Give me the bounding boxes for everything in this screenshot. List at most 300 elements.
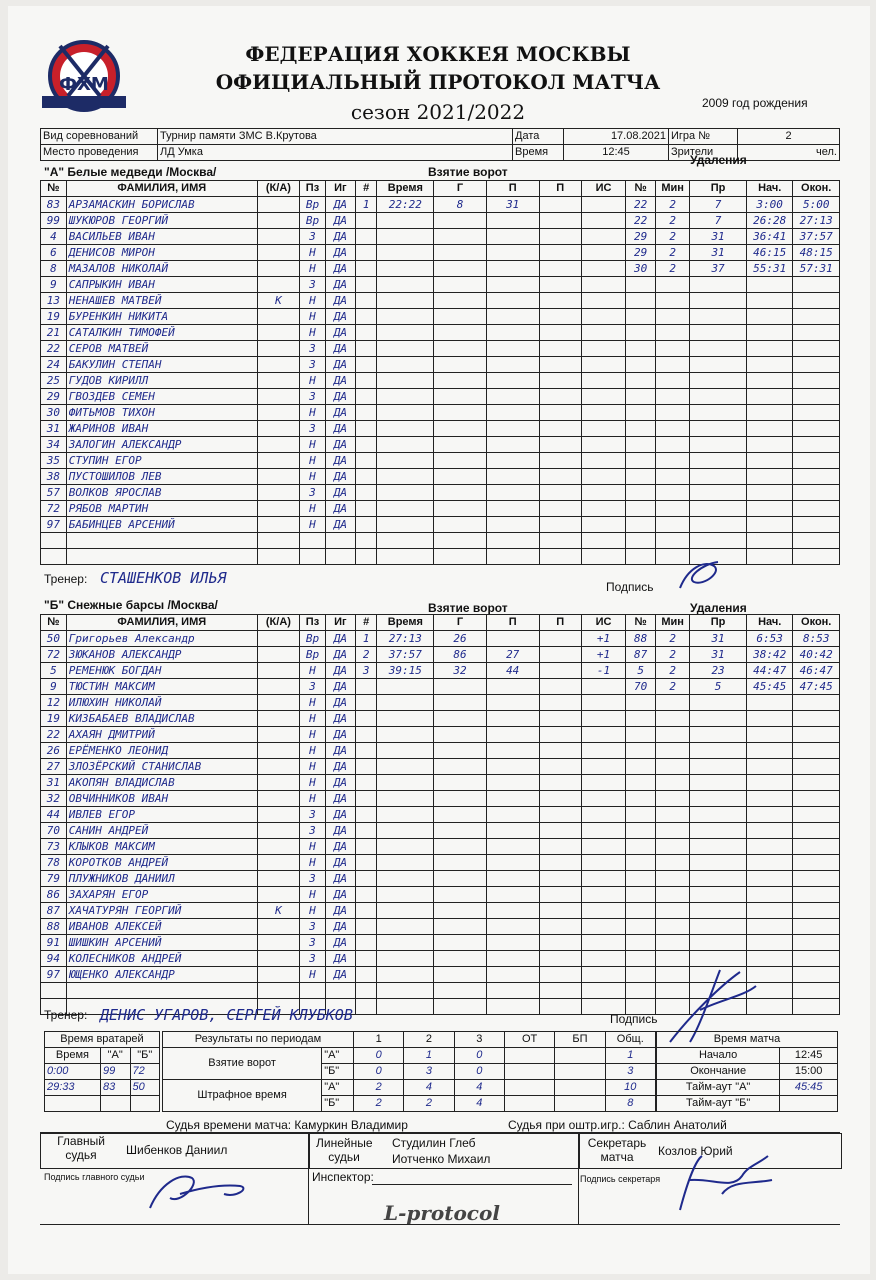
team_b-penalty-player: [626, 695, 656, 711]
team_a-goal-number: [355, 533, 377, 549]
team_a-player-position: Н: [300, 293, 326, 309]
team_a-player-position: З: [300, 229, 326, 245]
team_a-goal-scorer: [434, 389, 487, 405]
team_b-goal-assist-2: [539, 871, 581, 887]
linesmen-label: Линейные судьи: [316, 1136, 373, 1164]
team_b-player-played: ДА: [325, 743, 355, 759]
team_a-penalty-reason: [690, 437, 747, 453]
team_a-player-position: Вр: [300, 197, 326, 213]
table-row: [41, 421, 840, 437]
team_b-penalty-end: 8:53: [793, 631, 840, 647]
period-pim-b-2: 2: [404, 1096, 454, 1112]
team_a-penalty-end: [793, 517, 840, 533]
team_b-penalty-minutes: [656, 935, 690, 951]
period-col-so: БП: [555, 1032, 605, 1048]
team_b-penalty-minutes: [656, 951, 690, 967]
team_a-player-name: ЗАЛОГИН АЛЕКСАНДР: [66, 437, 257, 453]
table-row: [41, 517, 840, 533]
team_a-goal-number: [355, 421, 377, 437]
goalie-time-title: Время вратарей: [45, 1032, 160, 1048]
team_a-goal-strength: [581, 213, 625, 229]
team_b-goal-strength: [581, 775, 625, 791]
team_b-player-name: ПЛУЖНИКОВ ДАНИИЛ: [66, 871, 257, 887]
team_b-penalty-player: [626, 935, 656, 951]
team_a-goal-assist-2: [539, 261, 581, 277]
team_a-penalty-end: [793, 501, 840, 517]
team_b-goal-time: [377, 775, 434, 791]
team_a-player-number: 30: [41, 405, 67, 421]
table-row: [41, 903, 840, 919]
goalie-a-1: 83: [100, 1080, 130, 1096]
team_b-player-played: ДА: [325, 727, 355, 743]
team_b-goal-number: 2: [355, 647, 377, 663]
team_a-goal-scorer: [434, 437, 487, 453]
team_a-penalty-start: [746, 453, 792, 469]
team_a-goal-strength: [581, 341, 625, 357]
team_b-player-played: ДА: [325, 855, 355, 871]
team_b-penalty-minutes: [656, 695, 690, 711]
team_b-player-position: Вр: [300, 647, 326, 663]
competition-value: Турнир памяти ЗМС В.Крутова: [158, 129, 513, 145]
team_b-player-number: 79: [41, 871, 67, 887]
team_b-penalty-minutes: [656, 839, 690, 855]
main-ref-signature: [140, 1164, 260, 1218]
team_a-goal-assist-2: [539, 517, 581, 533]
team_a-player-played: ДА: [325, 341, 355, 357]
team_a-player-number: 29: [41, 389, 67, 405]
team_a-penalty-minutes: [656, 309, 690, 325]
team_a-penalty-minutes: 2: [656, 197, 690, 213]
team_b-player-position: Н: [300, 759, 326, 775]
team_b-goal-number: [355, 823, 377, 839]
team_a-penalty-end: [793, 405, 840, 421]
spectators-unit: чел.: [738, 145, 840, 161]
table-row: [41, 647, 840, 663]
team_b-penalty-start: [746, 807, 792, 823]
time-label: Время: [513, 145, 564, 161]
team_a-goal-assist-1: [486, 229, 539, 245]
team_b-goal-number: [355, 919, 377, 935]
team_a-goal-time: [377, 501, 434, 517]
team_a-header-played: Иг: [325, 181, 355, 197]
team_b-penalty-reason: 5: [690, 679, 747, 695]
team_b-goal-strength: [581, 951, 625, 967]
team_b-goal-scorer: [434, 727, 487, 743]
team_b-player-name: ИВАНОВ АЛЕКСЕЙ: [66, 919, 257, 935]
team_a-goal-assist-1: [486, 325, 539, 341]
table-row: [41, 727, 840, 743]
team_b-penalty-reason: [690, 887, 747, 903]
team_a-penalty-reason: [690, 501, 747, 517]
team_b-player-number: 44: [41, 807, 67, 823]
team_b-penalty-minutes: [656, 743, 690, 759]
team_b-player-played: ДА: [325, 871, 355, 887]
team_a-player-position: Н: [300, 325, 326, 341]
team_a-goal-assist-1: [486, 341, 539, 357]
birth-year: 2009 год рождения: [702, 96, 808, 110]
team_b-goal-strength: [581, 983, 625, 999]
period-goals-a-3: 0: [454, 1048, 504, 1064]
team_a-goal-assist-1: [486, 357, 539, 373]
team_a-goal-assist-2: [539, 437, 581, 453]
team-b-label: "Б" Снежные барсы /Москва/: [44, 598, 218, 612]
table-row: [41, 775, 840, 791]
table-row: [41, 711, 840, 727]
team_b-penalty-end: 40:42: [793, 647, 840, 663]
team_a-goal-strength: [581, 453, 625, 469]
team_a-goal-time: [377, 341, 434, 357]
team_a-player-position: Н: [300, 517, 326, 533]
team_a-header-pen-start: Нач.: [746, 181, 792, 197]
table-row: [41, 277, 840, 293]
team_b-goal-strength: [581, 839, 625, 855]
team_b-player-played: ДА: [325, 647, 355, 663]
team_a-penalty-end: [793, 533, 840, 549]
period-pim-a-total: 10: [605, 1080, 655, 1096]
team_a-goal-assist-2: [539, 197, 581, 213]
team_a-player-number: 34: [41, 437, 67, 453]
team_b-player-position: Н: [300, 775, 326, 791]
team_a-goal-assist-1: [486, 373, 539, 389]
period-goals-b-2: 3: [404, 1064, 454, 1080]
team_a-goal-time: 22:22: [377, 197, 434, 213]
team_a-goal-scorer: [434, 453, 487, 469]
team_a-player-name: ПУСТОШИЛОВ ЛЕВ: [66, 469, 257, 485]
team_a-goal-time: [377, 437, 434, 453]
team_a-penalty-reason: [690, 421, 747, 437]
team_b-goal-assist-1: [486, 951, 539, 967]
team_b-player-played: ДА: [325, 823, 355, 839]
team_a-goal-scorer: [434, 277, 487, 293]
team_a-goal-strength: [581, 197, 625, 213]
team_a-penalty-reason: [690, 405, 747, 421]
team_b-goal-strength: [581, 935, 625, 951]
goalie-time-h-time: Время: [45, 1048, 101, 1064]
team_a-player-role: [257, 229, 299, 245]
team_b-player-played: ДА: [325, 663, 355, 679]
team_b-goal-number: [355, 679, 377, 695]
team_b-goal-time: [377, 999, 434, 1015]
team_b-goal-strength: [581, 807, 625, 823]
team_a-penalty-start: 36:41: [746, 229, 792, 245]
period-goals-b-1: 0: [354, 1064, 404, 1080]
team_a-player-played: ДА: [325, 453, 355, 469]
team_a-penalty-reason: [690, 325, 747, 341]
team_b-penalty-start: [746, 871, 792, 887]
match-start-label: Начало: [657, 1048, 780, 1064]
table-row: [41, 485, 840, 501]
team_a-player-name: [66, 549, 257, 565]
team_a-penalty-player: [626, 437, 656, 453]
team_a-goal-scorer: [434, 405, 487, 421]
team_a-player-role: [257, 485, 299, 501]
team_b-goal-time: 39:15: [377, 663, 434, 679]
team_a-header-pen-reason: Пр: [690, 181, 747, 197]
team_a-penalty-start: [746, 549, 792, 565]
table-row: [41, 839, 840, 855]
team_b-penalty-start: [746, 855, 792, 871]
team_b-goal-assist-2: [539, 775, 581, 791]
team_b-player-played: ДА: [325, 887, 355, 903]
team_a-penalty-end: [793, 549, 840, 565]
team_a-penalty-player: [626, 549, 656, 565]
team_b-penalty-start: [746, 887, 792, 903]
team_b-goal-number: 3: [355, 663, 377, 679]
team_b-player-name: ТЮСТИН МАКСИМ: [66, 679, 257, 695]
date-value: 17.08.2021: [564, 129, 669, 145]
team-a-sign-label: Подпись: [606, 580, 654, 594]
team_b-penalty-reason: [690, 871, 747, 887]
team_a-player-role: [257, 309, 299, 325]
team_a-penalty-player: [626, 373, 656, 389]
team_b-header-p: П: [486, 615, 539, 631]
team_a-goal-assist-1: [486, 453, 539, 469]
team_b-goal-assist-1: [486, 711, 539, 727]
team_b-penalty-reason: [690, 743, 747, 759]
team_b-player-role: [257, 887, 299, 903]
team_b-penalty-minutes: [656, 823, 690, 839]
team_b-penalty-start: [746, 823, 792, 839]
team_b-player-position: Н: [300, 663, 326, 679]
team_a-goal-assist-2: [539, 293, 581, 309]
team_b-goal-time: [377, 807, 434, 823]
game-label: Игра №: [669, 129, 738, 145]
secretary-sign-label: Подпись секретаря: [580, 1174, 661, 1184]
team_a-goal-time: [377, 293, 434, 309]
team_a-goal-assist-1: [486, 293, 539, 309]
team_a-goal-number: [355, 309, 377, 325]
table-row: [41, 501, 840, 517]
team_b-player-role: [257, 983, 299, 999]
team_a-player-played: ДА: [325, 197, 355, 213]
team_b-penalty-player: [626, 775, 656, 791]
period-goals-b-3: 0: [454, 1064, 504, 1080]
team_a-penalty-end: [793, 453, 840, 469]
team_b-goal-scorer: [434, 711, 487, 727]
team_b-goal-assist-2: [539, 887, 581, 903]
team_b-goal-strength: [581, 679, 625, 695]
team_b-player-number: 5: [41, 663, 67, 679]
secretary-label: Секретарь матча: [587, 1136, 647, 1164]
team_b-player-played: ДА: [325, 919, 355, 935]
timeout-b-label: Тайм-аут "Б": [657, 1096, 780, 1112]
team-a-coach-label: Тренер:: [44, 572, 88, 586]
team_a-penalty-player: [626, 405, 656, 421]
team_a-penalty-reason: [690, 533, 747, 549]
team_a-penalty-reason: [690, 373, 747, 389]
team_b-goal-number: 1: [355, 631, 377, 647]
team_a-player-played: ДА: [325, 277, 355, 293]
team_b-penalty-player: [626, 855, 656, 871]
team_a-goal-assist-1: [486, 213, 539, 229]
team_a-goal-assist-2: [539, 325, 581, 341]
team_b-player-position: З: [300, 807, 326, 823]
team_a-penalty-reason: 7: [690, 213, 747, 229]
period-pim-a-label: "А": [322, 1080, 354, 1096]
period-pim-a-2: 4: [404, 1080, 454, 1096]
team_b-penalty-end: [793, 999, 840, 1015]
team_b-goal-number: [355, 855, 377, 871]
team_b-goal-time: [377, 855, 434, 871]
team_b-player-name: ЮЩЕНКО АЛЕКСАНДР: [66, 967, 257, 983]
period-goals-a-ot: [504, 1048, 554, 1064]
team_b-goal-assist-1: [486, 679, 539, 695]
team_b-goal-time: [377, 839, 434, 855]
team_b-player-role: К: [257, 903, 299, 919]
inspector-label: Инспектор:: [312, 1170, 374, 1184]
team_a-goal-time: [377, 389, 434, 405]
goalie-time-h-a: "А": [100, 1048, 130, 1064]
team_b-player-played: ДА: [325, 775, 355, 791]
team_a-penalty-minutes: [656, 293, 690, 309]
period-col-ot: ОТ: [504, 1032, 554, 1048]
team_b-player-name: ЕРЁМЕНКО ЛЕОНИД: [66, 743, 257, 759]
table-row: [41, 213, 840, 229]
team_b-player-role: [257, 839, 299, 855]
team_b-player-number: 22: [41, 727, 67, 743]
team_b-goal-assist-2: [539, 903, 581, 919]
team_a-header-num: №: [41, 181, 67, 197]
team_b-goal-scorer: 86: [434, 647, 487, 663]
timeout-a-label: Тайм-аут "А": [657, 1080, 780, 1096]
team_b-goal-assist-2: [539, 759, 581, 775]
team_a-penalty-end: [793, 357, 840, 373]
team_b-player-name: ЗЮКАНОВ АЛЕКСАНДР: [66, 647, 257, 663]
team_b-goal-assist-1: [486, 919, 539, 935]
team_b-penalty-end: [793, 887, 840, 903]
match-time-title: Время матча: [657, 1032, 838, 1048]
team_a-goal-number: [355, 373, 377, 389]
team_b-penalty-player: [626, 791, 656, 807]
team_a-goal-number: [355, 453, 377, 469]
team_b-goal-time: [377, 743, 434, 759]
team_a-player-number: 83: [41, 197, 67, 213]
team_b-goal-scorer: [434, 823, 487, 839]
team_b-player-number: 32: [41, 791, 67, 807]
team_a-player-name: АРЗАМАСКИН БОРИСЛАВ: [66, 197, 257, 213]
table-row: [41, 631, 840, 647]
team_b-goal-number: [355, 807, 377, 823]
team_b-goal-scorer: [434, 679, 487, 695]
team_a-goal-time: [377, 453, 434, 469]
team_b-penalty-end: [793, 791, 840, 807]
team_a-player-name: ДЕНИСОВ МИРОН: [66, 245, 257, 261]
team_b-header-pen-start: Нач.: [746, 615, 792, 631]
team_b-goal-assist-1: [486, 839, 539, 855]
team_a-goal-scorer: [434, 229, 487, 245]
title-season: сезон 2021/2022: [350, 100, 526, 124]
team_b-player-position: Н: [300, 887, 326, 903]
team_b-player-role: [257, 823, 299, 839]
team_a-player-position: Н: [300, 469, 326, 485]
team_a-goal-time: [377, 421, 434, 437]
team_a-penalty-start: 46:15: [746, 245, 792, 261]
table-row: [41, 389, 840, 405]
team_a-penalty-minutes: [656, 517, 690, 533]
team_a-goal-time: [377, 405, 434, 421]
team_a-header-goal-num: #: [355, 181, 377, 197]
team_b-player-number: 94: [41, 951, 67, 967]
team_a-penalty-start: 3:00: [746, 197, 792, 213]
team-a-coach-signature: [674, 558, 724, 592]
team_a-goal-time: [377, 245, 434, 261]
spectators-label: Зрители: [669, 145, 738, 161]
team_a-penalty-reason: [690, 341, 747, 357]
period-goals-a-total: 1: [605, 1048, 655, 1064]
team_b-player-position: Н: [300, 727, 326, 743]
team_b-goal-assist-2: [539, 711, 581, 727]
team_a-goal-strength: [581, 501, 625, 517]
table-row: [41, 919, 840, 935]
team_b-player-role: [257, 743, 299, 759]
team_b-goal-time: [377, 951, 434, 967]
team_b-goal-strength: [581, 855, 625, 871]
team_a-penalty-end: [793, 277, 840, 293]
team_b-player-position: З: [300, 871, 326, 887]
team_a-player-position: Вр: [300, 213, 326, 229]
team_a-player-number: 99: [41, 213, 67, 229]
team_a-player-number: 19: [41, 309, 67, 325]
linesman-1: Студилин Глеб: [392, 1136, 476, 1150]
table-row: [41, 951, 840, 967]
team_b-player-played: ДА: [325, 791, 355, 807]
team_a-goal-number: [355, 341, 377, 357]
timeout-b-value: [780, 1096, 838, 1112]
time-value: 12:45: [564, 145, 669, 161]
team_a-penalty-player: [626, 453, 656, 469]
team-b-table: [40, 614, 840, 1015]
team_b-goal-assist-1: [486, 823, 539, 839]
team_a-penalty-reason: [690, 469, 747, 485]
team_a-goal-assist-2: [539, 533, 581, 549]
team_b-penalty-reason: [690, 759, 747, 775]
team_b-goal-strength: [581, 711, 625, 727]
team_b-goal-assist-2: [539, 679, 581, 695]
team_b-player-played: ДА: [325, 759, 355, 775]
team_b-player-played: ДА: [325, 711, 355, 727]
team_a-goal-assist-1: [486, 485, 539, 501]
team_a-player-name: ШУКЮРОВ ГЕОРГИЙ: [66, 213, 257, 229]
team_a-player-played: [325, 533, 355, 549]
team_a-header-pos: Пз: [300, 181, 326, 197]
team_b-goal-time: [377, 983, 434, 999]
match-end-value: 15:00: [780, 1064, 838, 1080]
team_a-goal-assist-2: [539, 501, 581, 517]
team_a-goal-scorer: [434, 373, 487, 389]
team_b-goal-assist-1: [486, 727, 539, 743]
team_a-header-strength: ИС: [581, 181, 625, 197]
team_a-player-role: [257, 437, 299, 453]
team_a-penalty-player: 22: [626, 197, 656, 213]
team_a-player-position: З: [300, 485, 326, 501]
team_a-player-number: 9: [41, 277, 67, 293]
team_a-goal-assist-1: [486, 549, 539, 565]
team_b-penalty-end: [793, 871, 840, 887]
team_b-penalty-player: [626, 839, 656, 855]
period-goals-a-1: 0: [354, 1048, 404, 1064]
team_b-goal-assist-2: [539, 919, 581, 935]
team_a-header-pen-min: Мин: [656, 181, 690, 197]
team_a-player-role: [257, 213, 299, 229]
team_a-player-position: Н: [300, 309, 326, 325]
team_b-player-name: ЗЛОЗЁРСКИЙ СТАНИСЛАВ: [66, 759, 257, 775]
team_b-penalty-minutes: [656, 855, 690, 871]
team_b-goal-assist-2: [539, 791, 581, 807]
team_a-player-name: ГУДОВ КИРИЛЛ: [66, 373, 257, 389]
secretary-signature: [672, 1150, 782, 1216]
team_a-goal-assist-2: [539, 309, 581, 325]
team-b-coach: ДЕНИС УГАРОВ, СЕРГЕЙ КЛУБКОВ: [100, 1006, 353, 1024]
